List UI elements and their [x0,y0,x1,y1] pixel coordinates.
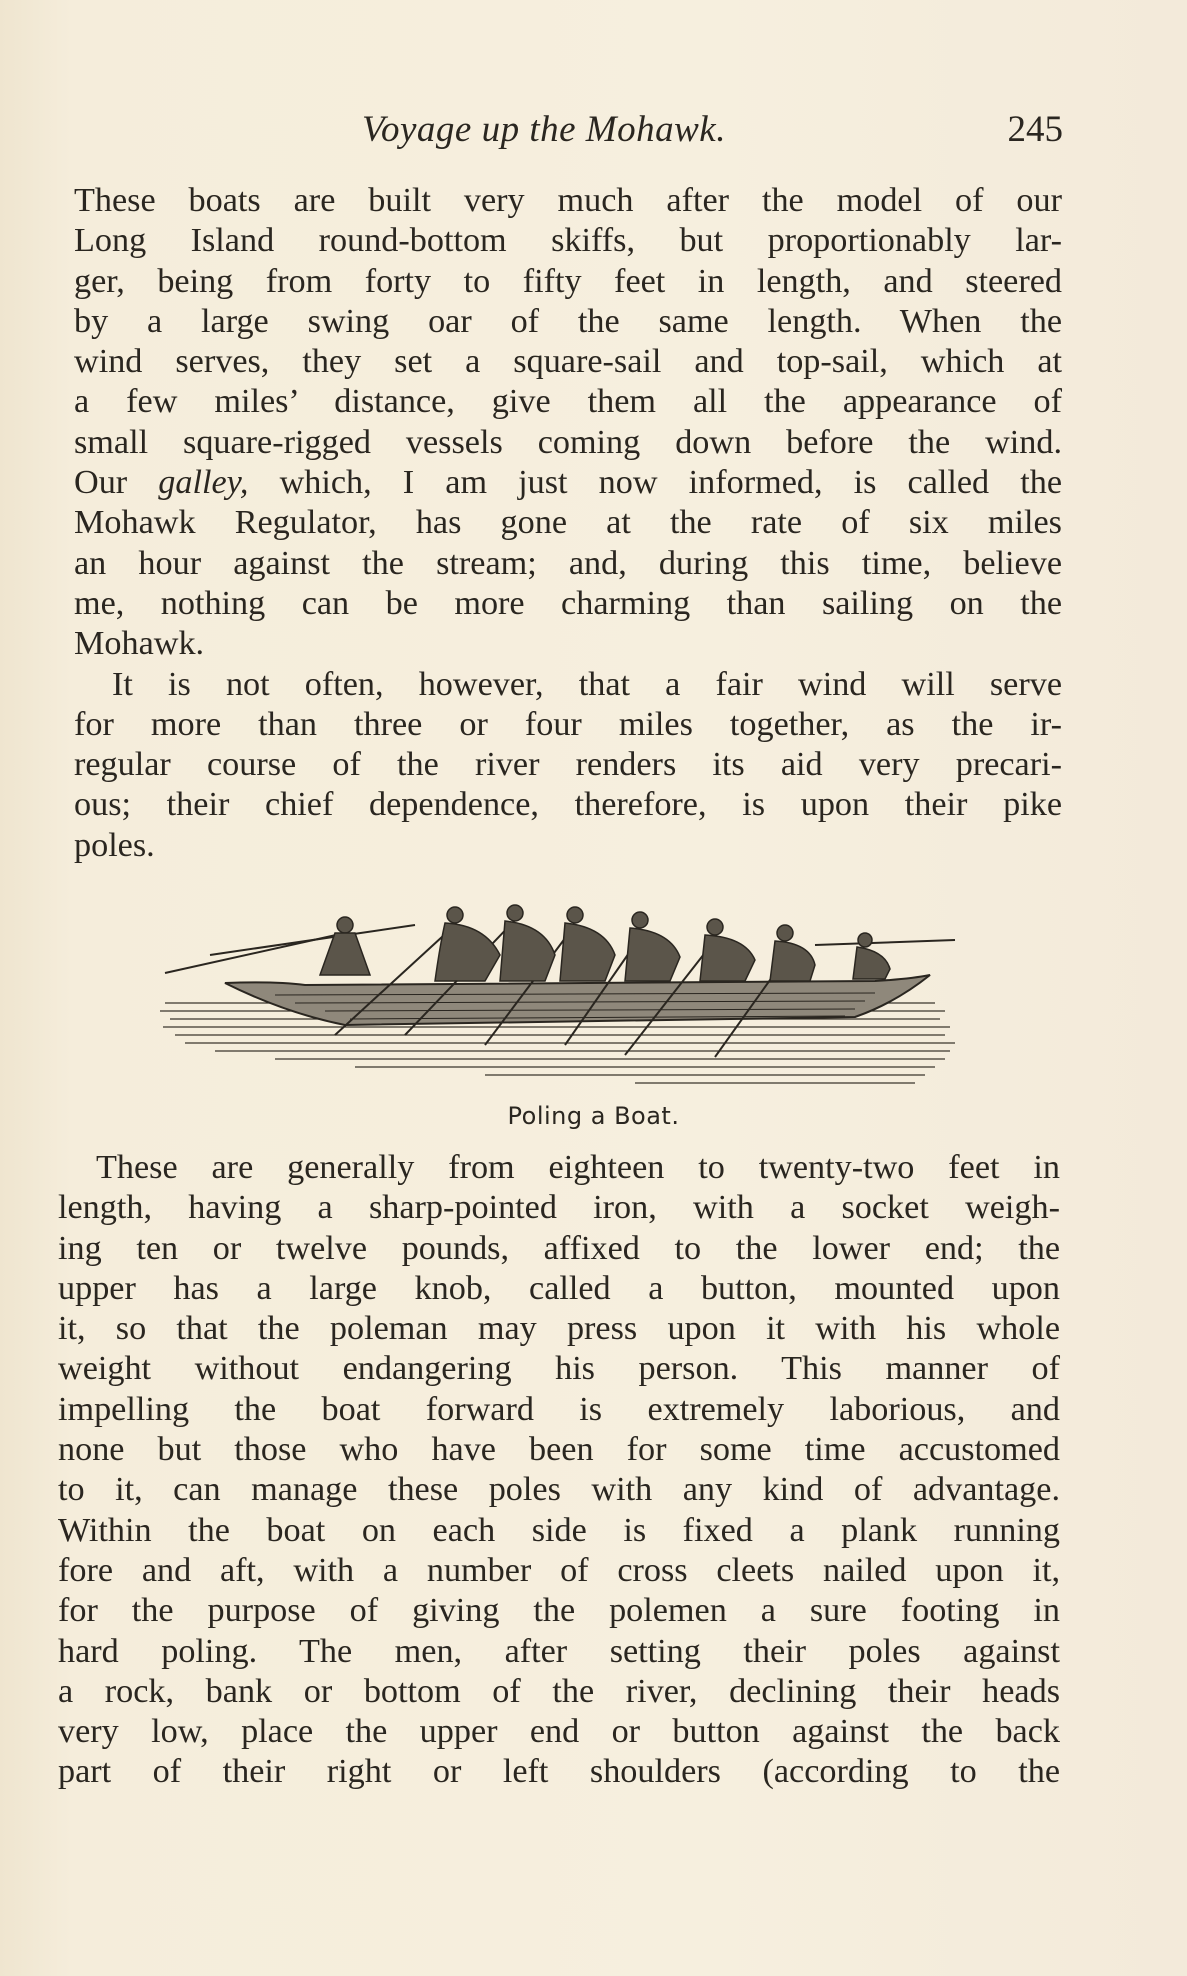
text-line: part of their right or left shoulders (according to the [58,1753,1060,1791]
text-line: ing ten or twelve pounds, affixed to the lower end; the [58,1229,1060,1267]
text-line: weight without endangering his person. This manner of [58,1350,1060,1388]
text-line: These are generally from eighteen to twenty-two feet in [96,1149,1060,1186]
figure-caption: Poling a Boat. [507,1102,680,1130]
text-line: regular course of the river renders its aid very precari- [74,746,1062,784]
text-line: by a large swing oar of the same length. When the [74,302,1062,340]
poling-boat-engraving [155,885,975,1095]
upper-text [74,181,1062,866]
text-line: to it, can manage these poles with any kind of advantage. [58,1471,1060,1509]
text-line: wind serves, they set a square-sail and top-sail, which at [74,343,1062,381]
text-line: fore and aft, with a number of cross cleets nailed upon it, [58,1551,1060,1589]
running-title: Voyage up the Mohawk. [362,109,726,150]
text-line: it, so that the poleman may press upon it with his whole [58,1310,1060,1348]
text-line: impelling the boat forward is extremely laborious, and [58,1390,1060,1428]
boat-hull [225,975,930,1025]
text-line: Mohawk Regulator, has gone at the rate of six miles [74,504,1062,542]
page-number: 245 [1007,109,1063,150]
italic-word: galley, [158,464,249,502]
text-line: me, nothing can be more charming than sailing on the [74,584,1062,622]
text-line: Long Island round-bottom skiffs, but proportionably lar- [74,222,1062,260]
text-segment: Our [74,464,159,502]
lower-text [58,1148,1060,1793]
text-line: for the purpose of giving the polemen a sure footing in [58,1592,1060,1630]
text-line: a few miles’ distance, give them all the appearance of [74,383,1062,421]
text-line: poles. [74,826,155,864]
text-line: ger, being from forty to fifty feet in length, and steered [74,262,1062,300]
text-segment: which, I am just now informed, is called the [248,464,1063,502]
text-line: for more than three or four miles together, as the ir- [74,705,1062,743]
text-line: none but those who have been for some time accustomed [58,1431,1060,1469]
text-line: an hour against the stream; and, during this time, believe [74,544,1062,582]
text-line: Within the boat on each side is fixed a plank running [58,1511,1060,1549]
text-line: It is not often, however, that a fair wind will serve [112,665,1062,703]
running-head [0,108,1187,154]
text-line: length, having a sharp-pointed iron, with a socket weigh- [58,1189,1060,1227]
text-line: hard poling. The men, after setting their poles against [58,1632,1060,1670]
text-line: a rock, bank or bottom of the river, declining their heads [58,1672,1060,1710]
text-line: upper has a large knob, called a button, mounted upon [58,1269,1060,1307]
text-line: ous; their chief dependence, therefore, is upon their pike [74,786,1062,824]
text-line: very low, place the upper end or button against the back [58,1713,1060,1751]
text-line-mixed [74,463,1062,503]
text-line: Mohawk. [74,625,205,663]
text-line: These boats are built very much after the model of our [74,182,1062,219]
text-line: small square-rigged vessels coming down before the wind. [74,423,1062,461]
